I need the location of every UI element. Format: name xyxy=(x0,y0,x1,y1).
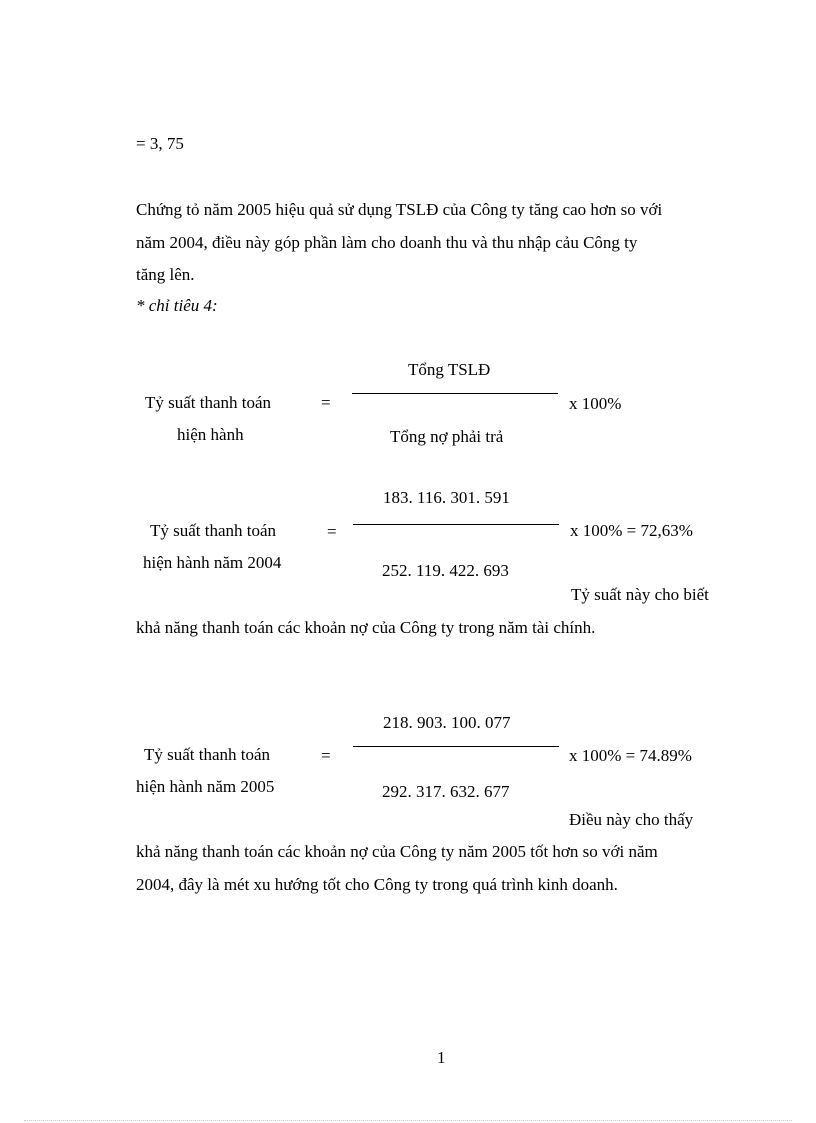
formula-2004-label-line-2: hiện hành năm 2004 xyxy=(143,553,282,572)
formula-general-multiplier: x 100% xyxy=(569,394,622,413)
paragraph-3-line-3: 2004, đây là mét xu hướng tốt cho Công ty trong quá trình kinh doanh. xyxy=(136,875,618,894)
formula-2005-label-line-1: Tỷ suất thanh toán xyxy=(144,745,271,764)
paragraph-1-line-3: tăng lên. xyxy=(136,265,195,284)
formula-general-label-line-1: Tỷ suất thanh toán xyxy=(145,393,272,412)
paragraph-1-line-1: Chứng tỏ năm 2005 hiệu quả sử dụng TSLĐ của Công ty tăng cao hơn so với xyxy=(136,200,663,219)
paragraph-2-line-1: Tỷ suất này cho biết xyxy=(571,585,709,604)
formula-2005-result: x 100% = 74.89% xyxy=(569,746,692,765)
formula-2005-equals: = xyxy=(321,746,331,765)
paragraph-3-line-1: Điều này cho thấy xyxy=(569,810,694,829)
formula-2004-label-line-1: Tỷ suất thanh toán xyxy=(150,521,277,540)
formula-2004-equals: = xyxy=(327,522,337,541)
formula-2005-numerator: 218. 903. 100. 077 xyxy=(383,713,511,732)
indicator-heading: * chỉ tiêu 4: xyxy=(136,296,218,315)
formula-general-label-line-2: hiện hành xyxy=(177,425,244,444)
formula-2005-denominator: 292. 317. 632. 677 xyxy=(382,782,510,801)
formula-general-equals: = xyxy=(321,393,331,412)
formula-general-numerator: Tổng TSLĐ xyxy=(408,360,491,379)
formula-2004-result: x 100% = 72,63% xyxy=(570,521,693,540)
paragraph-2-line-2: khả năng thanh toán các khoản nợ của Công ty trong năm tài chính. xyxy=(136,618,596,637)
result-line: = 3, 75 xyxy=(136,134,184,153)
fraction-bar xyxy=(353,524,559,525)
paragraph-1-line-2: năm 2004, điều này góp phần làm cho doanh thu và thu nhập cảu Công ty xyxy=(136,233,638,252)
fraction-bar xyxy=(352,393,558,394)
formula-general-denominator: Tổng nợ phải trả xyxy=(390,427,504,446)
formula-2004-denominator: 252. 119. 422. 693 xyxy=(382,561,509,580)
page-number: 1 xyxy=(437,1048,446,1067)
formula-2004-numerator: 183. 116. 301. 591 xyxy=(383,488,510,507)
paragraph-3-line-2: khả năng thanh toán các khoản nợ của Công ty năm 2005 tốt hơn so với năm xyxy=(136,842,658,861)
formula-2005-label-line-2: hiện hành năm 2005 xyxy=(136,777,275,796)
page-bottom-border xyxy=(24,1120,792,1121)
fraction-bar xyxy=(353,746,559,747)
